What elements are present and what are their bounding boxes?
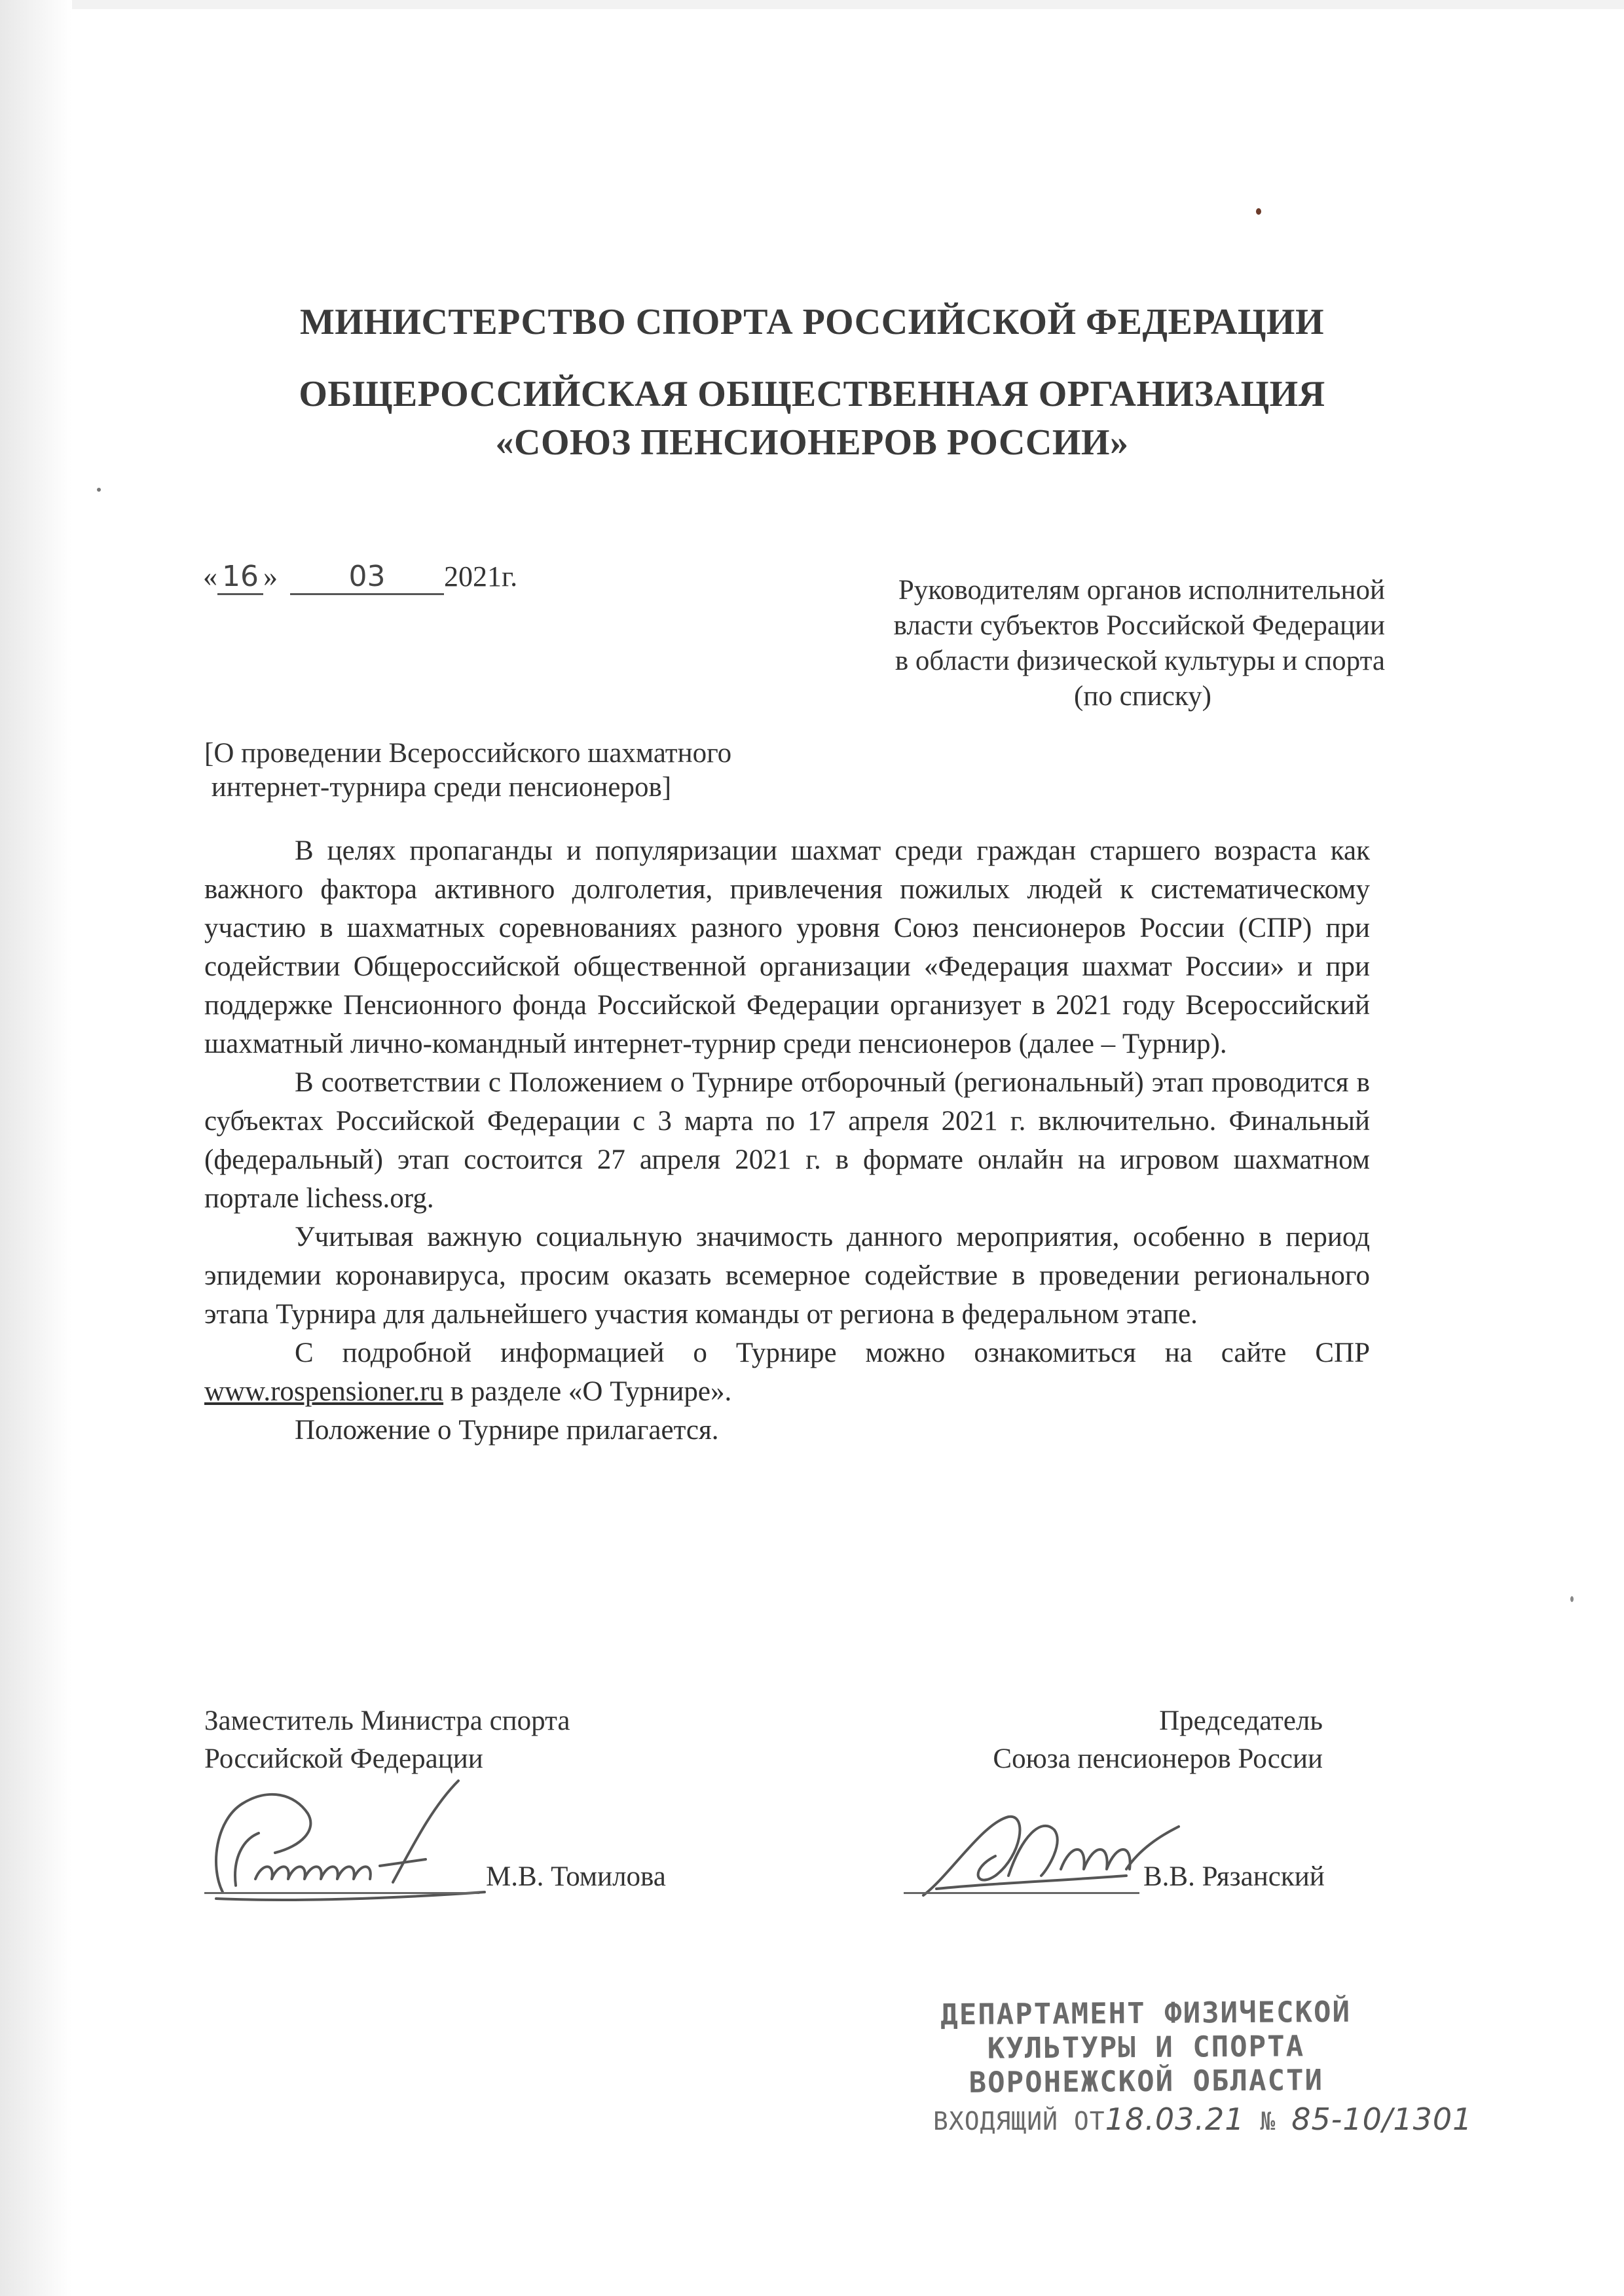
incoming-date: 18.03.21 bbox=[1105, 2102, 1245, 2137]
signatory-position: Председатель bbox=[1159, 1705, 1323, 1736]
scan-edge-shadow bbox=[0, 0, 72, 2296]
scan-edge bbox=[0, 0, 1624, 9]
signature-line bbox=[204, 1892, 479, 1894]
website-link[interactable]: www.rospensioner.ru bbox=[204, 1376, 444, 1407]
paragraph bbox=[204, 1334, 1370, 1411]
right-signatory-title bbox=[930, 1702, 1323, 1778]
right-signatory-name: В.В. Рязанский bbox=[1143, 1861, 1325, 1892]
paragraph: В соответствии с Положением о Турнире отборочный (региональный) этап проводится в субъектах Российской Федерации с 3 марта по 17 апреля 2021 г. включительно. Финальный (федеральный) этап состоится 27 апреля 2021 г. в формате онлайн на игровом шахматном портале lichess.org. bbox=[204, 1067, 1370, 1214]
stamp-line: КУЛЬТУРЫ И СПОРТА bbox=[987, 2030, 1305, 2066]
subject-text: интернет-турнира среди пенсионеров] bbox=[204, 772, 672, 803]
paragraph: В целях пропаганды и популяризации шахмат среди граждан старшего возраста как важного фактора активного долголетия, привлечения пожилых людей к систематическому участию в шахматных соревнованиях разного уровня Союз пенсионеров России (СПР) при содействии Общероссийской общественной организации «Федерация шахмат России» и при поддержке Пенсионного фонда Российской Федерации организует в 2021 году Всероссийский шахматный лично-командный интернет-турнир среди пенсионеров (далее – Турнир). bbox=[204, 835, 1370, 1059]
date-close-quote: » bbox=[263, 560, 278, 592]
left-signatory-title bbox=[204, 1702, 570, 1778]
paragraph-text: в разделе «О Турнире». bbox=[443, 1376, 732, 1407]
signature-line bbox=[904, 1892, 1139, 1894]
date-open-quote: « bbox=[203, 560, 217, 592]
subject-text: [О проведении Всероссийского шахматного bbox=[204, 738, 732, 769]
paragraph: Положение о Турнире прилагается. bbox=[295, 1415, 719, 1446]
letterhead bbox=[196, 298, 1428, 467]
scan-speck bbox=[97, 488, 101, 492]
paragraph: Учитывая важную социальную значимость данного мероприятия, особенно в период эпидемии коронавируса, просим оказать всемерное содействие в проведении регионального этапа Турнира для дальнейшего участия команды от региона в федеральном этапе. bbox=[204, 1222, 1370, 1330]
addressee-line: (по списку) bbox=[1074, 681, 1211, 712]
subject-line bbox=[204, 737, 731, 805]
signatory-position: Российской Федерации bbox=[204, 1743, 483, 1774]
signature-left bbox=[196, 1768, 504, 1918]
date-year: 2021г. bbox=[444, 560, 518, 592]
scan-speck bbox=[1570, 1596, 1574, 1602]
paragraph-text: С подробной информацией о Турнире можно ознакомиться на сайте СПР bbox=[295, 1338, 1370, 1368]
incoming-registration bbox=[933, 2102, 1472, 2137]
left-signatory-name: М.В. Томилова bbox=[486, 1861, 666, 1892]
registration-stamp bbox=[910, 1995, 1382, 2100]
letter-body bbox=[204, 831, 1370, 1449]
addressee-block bbox=[822, 573, 1385, 714]
stamp-line: ВОРОНЕЖСКОЙ ОБЛАСТИ bbox=[969, 2064, 1324, 2100]
letter-date bbox=[203, 560, 517, 595]
addressee-line: Руководителям органов исполнительной bbox=[898, 575, 1385, 606]
incoming-number: 85-10/1301 bbox=[1291, 2102, 1473, 2137]
addressee-line: в области физической культуры и спорта bbox=[895, 646, 1385, 676]
signatory-position: Заместитель Министра спорта bbox=[204, 1705, 570, 1736]
incoming-number-label: № bbox=[1260, 2107, 1276, 2136]
date-day: 16 bbox=[217, 560, 263, 595]
ministry-title: МИНИСТЕРСТВО СПОРТА РОССИЙСКОЙ ФЕДЕРАЦИИ bbox=[299, 302, 1325, 342]
signatory-position: Союза пенсионеров России bbox=[993, 1743, 1323, 1774]
incoming-label: ВХОДЯЩИЙ ОТ bbox=[933, 2107, 1105, 2136]
organization-name: «СОЮЗ ПЕНСИОНЕРОВ РОССИИ» bbox=[495, 422, 1129, 463]
date-month: 03 bbox=[290, 560, 444, 595]
addressee-line: власти субъектов Российской Федерации bbox=[893, 610, 1385, 641]
stamp-line: ДЕПАРТАМЕНТ ФИЗИЧЕСКОЙ bbox=[940, 1995, 1352, 2032]
organization-title: ОБЩЕРОССИЙСКАЯ ОБЩЕСТВЕННАЯ ОРГАНИЗАЦИЯ bbox=[299, 374, 1325, 414]
scan-speck bbox=[1256, 208, 1261, 215]
